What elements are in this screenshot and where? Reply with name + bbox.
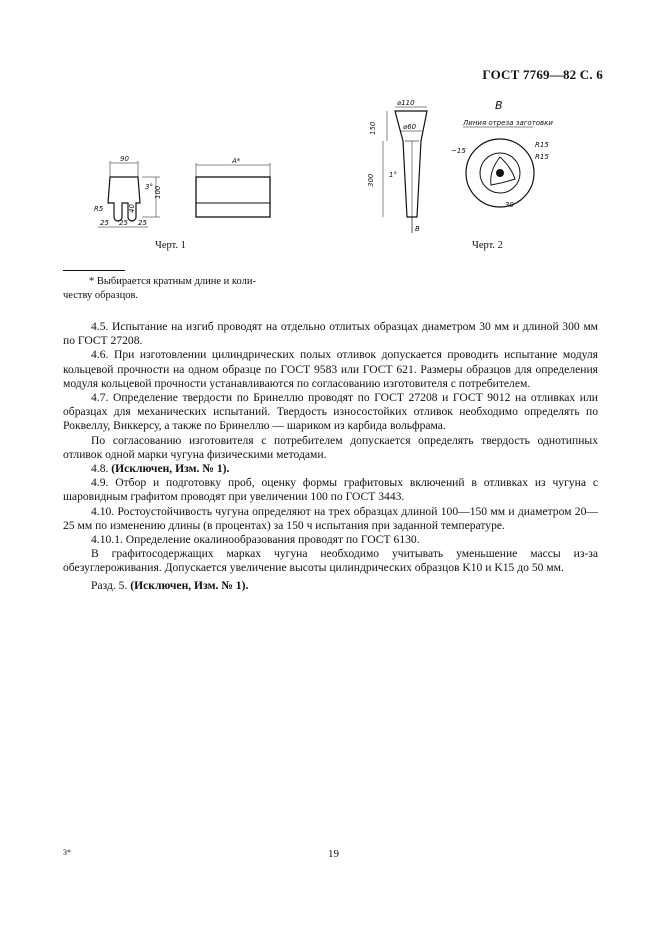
fig1-dim-b2: 25 [119, 219, 128, 227]
fig2-dim-r1: R15 [535, 141, 549, 149]
fig2-dim-r2: R15 [535, 153, 549, 161]
figure-2-caption: Черт. 2 [472, 240, 503, 251]
fig2-section-arrow: B [415, 225, 420, 233]
fig1-dim-b3: 25 [138, 219, 147, 227]
paragraph-graphite-note: В графитосодержащих марках чугуна необходимо учитывать уменьшение массы из-за обезуглероживания. Допускается увеличение высоты цилиндрических образцов K10 и K15 до 50 мм. [63, 547, 598, 575]
paragraph-4-6: 4.6. При изготовлении цилиндрических полых отливок допускается проводить испытание модуля кольцевой прочности на одном образце по ГОСТ 9583 или ГОСТ 621. Размеры образцов для определения модуля кольцевой прочности устанавливаются по согласованию изготовителя с потребителем. [63, 348, 598, 390]
fig2-section-label: B [495, 99, 503, 112]
fig1-dim-angle: 3° [145, 183, 153, 191]
paragraph-4-9: 4.9. Отбор и подготовку проб, оценку формы графитовых включений в отливках из чугуна с шаровидным графитом проводят при увеличении 100 по ГОСТ 3443. [63, 476, 598, 504]
figure-1-drawing [90, 155, 290, 235]
paragraph-4-10: 4.10. Ростоустойчивость чугуна определяют на трех образцах длиной 100—150 мм и диаметром 20—25 мм по изменению длины (в процентах) за 150 ч испытания при заданной температуре. [63, 504, 598, 532]
fig1-dim-height: 100 [154, 185, 162, 199]
paragraph-4-7-addendum: По согласованию изготовителя с потребителем допускается определять твердость однотипных отливок одной марки чугуна физическими методами. [63, 433, 598, 461]
paragraph-4-8 [63, 462, 598, 476]
fig2-dim-approx: ~15 [451, 147, 466, 155]
sheet-mark: 3* [63, 848, 71, 857]
fig1-dim-b1: 25 [100, 219, 109, 227]
footnote [63, 275, 288, 303]
section-5-excluded: (Исключен, Изм. № 1). [130, 578, 249, 592]
fig2-dim-d-inner: ⌀60 [403, 123, 417, 131]
section-5-note [63, 579, 598, 593]
fig2-dim-h2: 300 [367, 173, 375, 187]
fig2-cut-line-label: Линия отреза заготовки [463, 119, 553, 127]
footnote-line-1: * Выбирается кратным длине и коли- [89, 276, 256, 287]
fig1-dim-h2: 40 [128, 204, 136, 213]
fig2-dim-d-bottom: 30 [505, 201, 514, 209]
figure-1-caption: Черт. 1 [155, 240, 186, 251]
paragraph-4-8-number: 4.8. [91, 462, 109, 476]
fig1-dim-length: A* [232, 157, 241, 165]
body-text [63, 320, 598, 593]
fig1-dim-width: 90 [120, 155, 129, 163]
fig2-dim-h1: 150 [369, 121, 377, 135]
paragraph-4-10-1: 4.10.1. Определение окалинообразования проводят по ГОСТ 6130. [91, 533, 420, 547]
figure-2-drawing [365, 95, 585, 235]
paragraph-4-7: 4.7. Определение твердости по Бринеллю проводят по ГОСТ 27208 и ГОСТ 9012 на отливках или образцах для механических испытаний. Твердость износостойких отливок необходимо определять по Роквеллу, Виккерсу, а также по Бринеллю — шариком из карбида вольфрама. [63, 391, 598, 433]
section-5-number: Разд. 5. [91, 578, 128, 592]
fig1-dim-radius: R5 [94, 205, 104, 213]
document-header: ГОСТ 7769—82 С. 6 [482, 67, 603, 82]
paragraph-4-8-excluded: (Исключен, Изм. № 1). [111, 462, 230, 476]
footnote-rule [63, 270, 125, 271]
footnote-line-2: честву образцов. [63, 290, 139, 301]
paragraph-4-5: 4.5. Испытание на изгиб проводят на отдельно отлитых образцах диаметром 30 мм и длиной 300 мм по ГОСТ 27208. [63, 320, 598, 348]
fig2-dim-angle: 1° [389, 171, 397, 179]
page-number: 19 [328, 848, 339, 860]
fig2-dim-d-top: ⌀110 [397, 99, 415, 107]
